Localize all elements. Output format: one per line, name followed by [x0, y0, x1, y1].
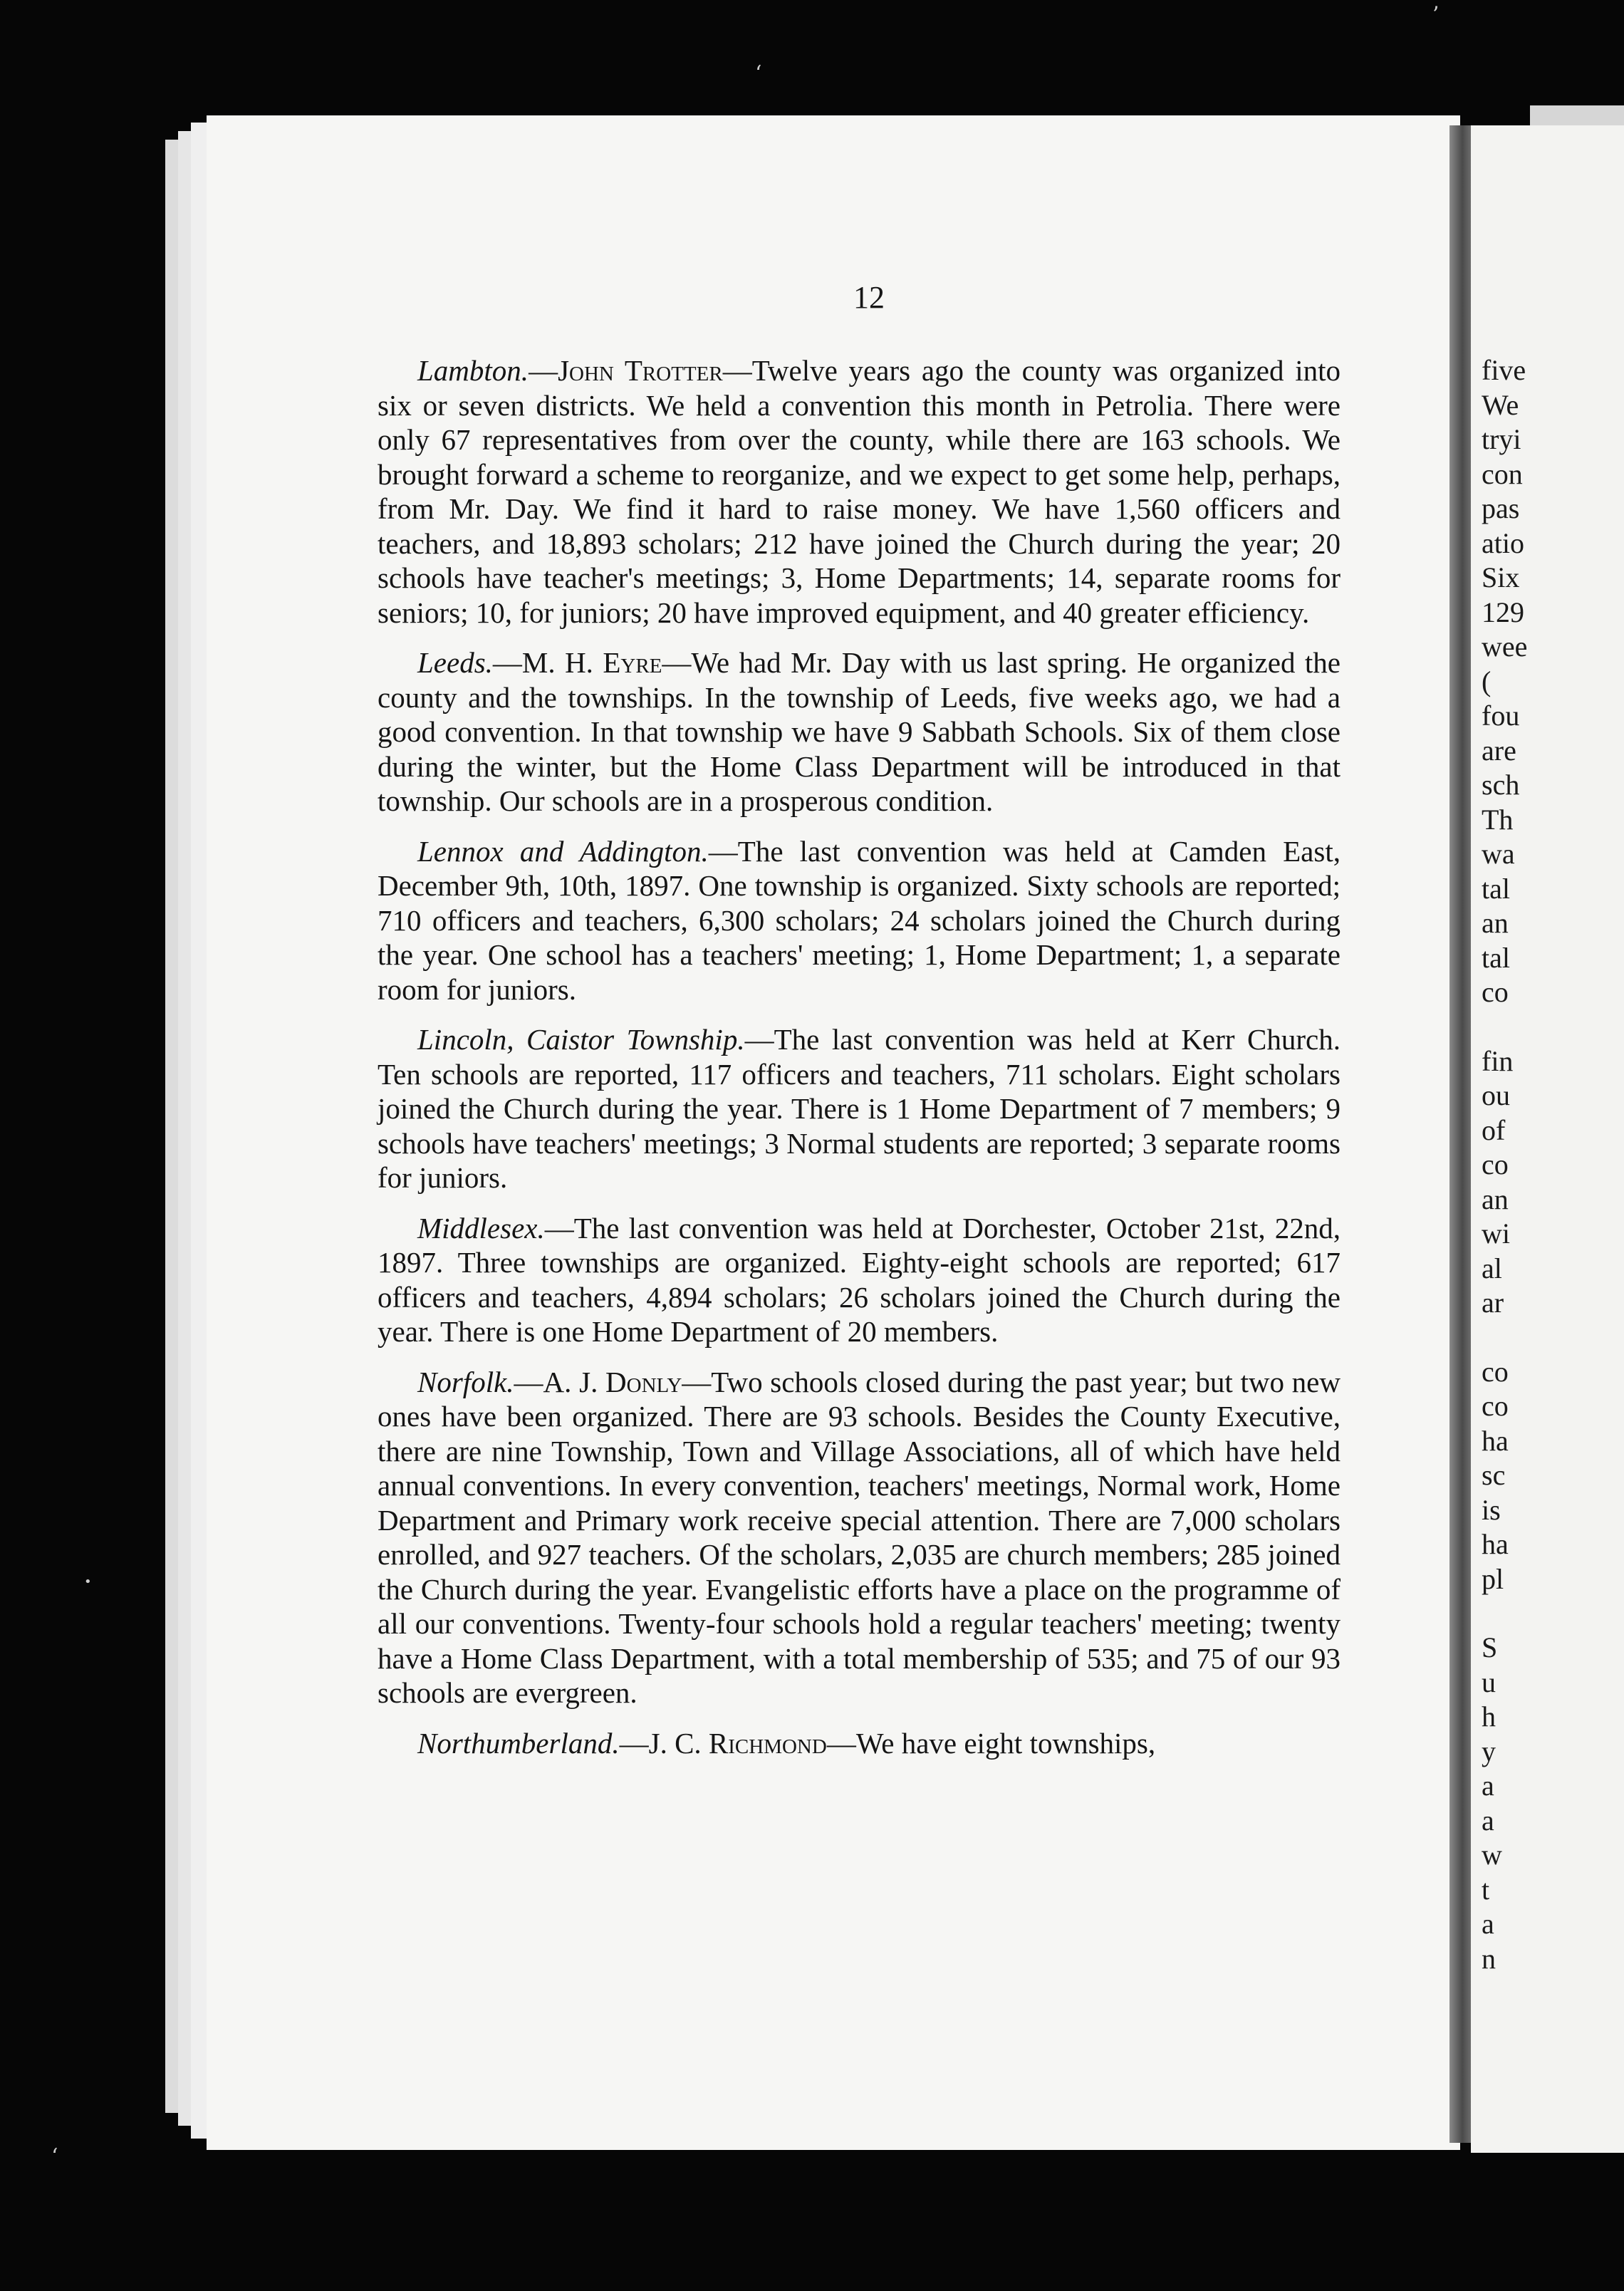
facing-page-line-fragment: wa: [1482, 838, 1515, 870]
facing-page-line-fragment: S: [1482, 1631, 1498, 1663]
dust-speck: ʻ: [755, 61, 762, 86]
facing-page-line-fragment: wi: [1482, 1217, 1510, 1250]
facing-page-line-fragment: an: [1482, 907, 1509, 939]
page-number: 12: [853, 280, 885, 315]
facing-page-line-fragment: five: [1482, 354, 1526, 386]
speaker-name: J. C. Richmond: [648, 1726, 827, 1760]
report-text: —Two schools closed during the past year; but two new ones have been organized. There are 93 schools. Besides the County Executive, there are nine Township, Town and Village Associations, all of which have held annual conventions. In every convention, teachers' meetings, Normal work, Home Department and Primary work receive special attention. There are 7,000 scholars enrolled, and 927 teachers. Of the scholars, 2,035 are church members; 285 joined the Church during the year. Evangelistic efforts have a place on the programme of all our conventions. Twenty-four schools hold a regular teachers' meeting; twenty have a Home Class Department, with a total membership of 535; and 75 of our 93 schools are evergreen.: [378, 1365, 1341, 1709]
report-text: —The last convention was held at Dorchester, October 21st, 22nd, 1897. Three townships are organized. Eighty-eight schools are reported; 617 officers and teachers, 4,894 scholars; 26 scholars joined the Church during the year. There is one Home Department of 20 members.: [378, 1211, 1341, 1348]
facing-page-line-fragment: co: [1482, 976, 1509, 1008]
report-text: —We had Mr. Day with us last spring. He organized the county and the townships. In the township of Leeds, five weeks ago, we had a good convention. In that township we have 9 Sabbath Schools. Six of them close during the winter, but the Home Class Department will be introduced in that township. Our schools are in a prosperous condition.: [378, 646, 1341, 817]
county-name: Northumberland.: [417, 1726, 620, 1760]
dash: —: [529, 354, 558, 387]
county-name: Leeds.: [417, 646, 493, 679]
facing-page-line-fragment: ou: [1482, 1079, 1510, 1111]
facing-page-line-fragment: [1482, 1321, 1624, 1355]
facing-page-line-fragment: are: [1482, 734, 1516, 767]
facing-page-line-fragment: co: [1482, 1355, 1509, 1388]
facing-page-line-fragment: tal: [1482, 872, 1510, 905]
facing-page-text: [1482, 353, 1624, 1976]
county-report-paragraph: [378, 1211, 1341, 1349]
facing-page-line-fragment: tal: [1482, 941, 1510, 974]
dust-speck: •: [84, 1574, 92, 1589]
facing-page-line-fragment: w: [1482, 1839, 1502, 1871]
facing-page-line-fragment: co: [1482, 1390, 1509, 1422]
facing-page-line-fragment: con: [1482, 457, 1523, 490]
dust-speck: ʻ: [51, 2144, 58, 2169]
facing-page-line-fragment: [1482, 1010, 1624, 1044]
county-name: Lennox and Addington.: [417, 834, 709, 868]
dash: —: [619, 1726, 649, 1760]
facing-page-line-fragment: sch: [1482, 769, 1520, 801]
facing-page-line-fragment: a: [1482, 1770, 1494, 1802]
county-report-paragraph: [378, 834, 1341, 1007]
facing-page-line-fragment: a: [1482, 1804, 1494, 1837]
book-spine: [1449, 125, 1471, 2143]
county-report-paragraph: [378, 353, 1341, 630]
facing-page-line-fragment: of: [1482, 1113, 1506, 1146]
facing-page-line-fragment: y: [1482, 1735, 1496, 1767]
dash: —: [514, 1365, 543, 1398]
facing-page-line-fragment: al: [1482, 1252, 1502, 1284]
dash: —: [492, 646, 522, 679]
facing-page-line-fragment: (: [1482, 665, 1492, 697]
report-text: —The last convention was held at Kerr Church. Ten schools are reported, 117 officers and teachers, 711 scholars. Eight scholars joined the Church during the year. There is 1 Home Department of 7 members; 9 schools have teachers' meetings; 3 Normal students are reported; 3 separate rooms for juniors.: [378, 1023, 1341, 1194]
county-name: Norfolk.: [417, 1365, 514, 1398]
speaker-name: John Trotter: [558, 354, 723, 387]
county-name: Lambton.: [417, 354, 529, 387]
facing-page-line-fragment: n: [1482, 1942, 1496, 1975]
facing-page-line-fragment: is: [1482, 1493, 1501, 1526]
facing-page-line-fragment: Th: [1482, 803, 1514, 836]
facing-page-line-fragment: a: [1482, 1908, 1494, 1940]
facing-page-line-fragment: atio: [1482, 526, 1524, 559]
facing-page-line-fragment: ha: [1482, 1424, 1509, 1457]
county-report-paragraph: [378, 1365, 1341, 1710]
facing-page-edge: [1530, 105, 1624, 127]
facing-page-line-fragment: u: [1482, 1666, 1496, 1698]
speaker-name: A. J. Donly: [543, 1365, 682, 1398]
facing-page-line-fragment: 129: [1482, 596, 1524, 628]
facing-page-line-fragment: an: [1482, 1183, 1509, 1215]
facing-page-line-fragment: pas: [1482, 492, 1520, 524]
page-body-text: [378, 353, 1341, 1776]
facing-page-line-fragment: ar: [1482, 1287, 1504, 1319]
report-text: —We have eight townships,: [826, 1726, 1156, 1760]
county-report-paragraph: [378, 1022, 1341, 1195]
speaker-name: M. H. Eyre: [521, 646, 662, 679]
county-report-paragraph: [378, 645, 1341, 819]
facing-page-line-fragment: pl: [1482, 1562, 1504, 1595]
facing-page-line-fragment: wee: [1482, 630, 1528, 663]
facing-page-line-fragment: sc: [1482, 1459, 1506, 1491]
report-text: —Twelve years ago the county was organized into six or seven districts. We held a convention this month in Petrolia. There were only 67 representatives from over the county, while there are 163 schools. We brought forward a scheme to reorganize, and we expect to get some help, perhaps, from Mr. Day. We find it hard to raise money. We have 1,560 officers and teachers, and 18,893 scholars; 212 have joined the Church during the year; 20 schools have teacher's meetings; 3, Home Departments; 14, separate rooms for seniors; 10, for juniors; 20 have improved equipment, and 40 greater efficiency.: [378, 354, 1341, 629]
facing-page-line-fragment: tryi: [1482, 423, 1521, 455]
county-name: Middlesex.: [417, 1211, 545, 1245]
facing-page-line-fragment: fin: [1482, 1044, 1514, 1077]
dust-speck: ʼ: [1432, 3, 1439, 28]
report-text: —The last convention was held at Camden East, December 9th, 10th, 1897. One township is organized. Sixty schools are reported; 710 officers and teachers, 6,300 scholars; 24 scholars joined the Church during the year. One school has a teachers' meeting; 1, Home Department; 1, a separate room for juniors.: [378, 834, 1341, 1006]
facing-page-line-fragment: ha: [1482, 1528, 1509, 1560]
county-report-paragraph: [378, 1726, 1341, 1761]
facing-page-line-fragment: Six: [1482, 561, 1520, 593]
facing-page-line-fragment: fou: [1482, 700, 1520, 732]
facing-page-line-fragment: h: [1482, 1700, 1496, 1732]
facing-page-line-fragment: We: [1482, 388, 1519, 421]
facing-page-line-fragment: co: [1482, 1148, 1509, 1180]
facing-page-line-fragment: t: [1482, 1873, 1490, 1906]
county-name: Lincoln, Caistor Township.: [417, 1023, 745, 1056]
facing-page-line-fragment: [1482, 1596, 1624, 1631]
